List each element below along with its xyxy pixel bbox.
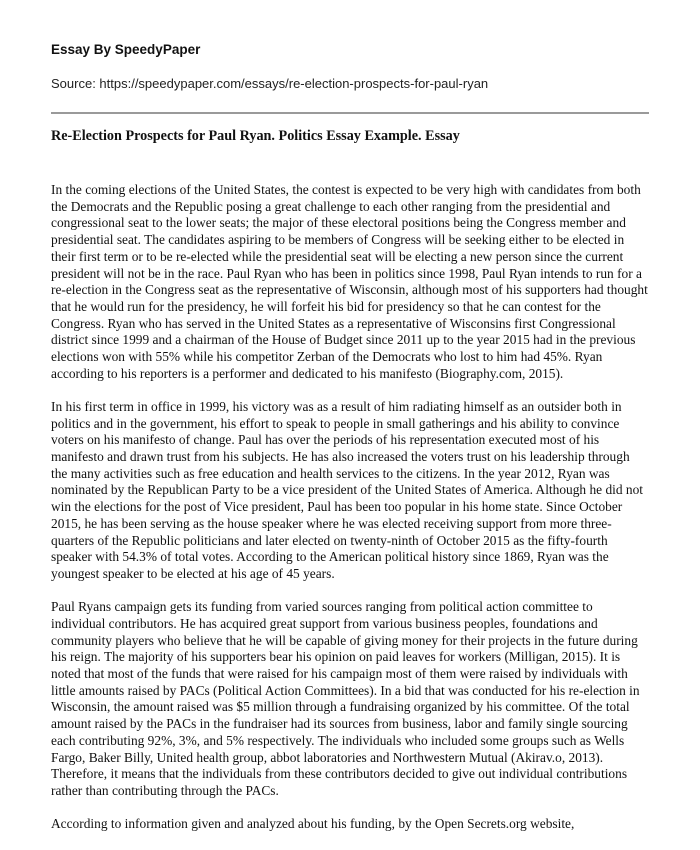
essay-title: Re-Election Prospects for Paul Ryan. Politics Essay Example. Essay bbox=[51, 128, 460, 144]
source-line: Source: https://speedypaper.com/essays/re-election-prospects-for-paul-ryan bbox=[51, 76, 489, 91]
header-divider bbox=[51, 112, 649, 114]
essay-paragraph-3: Paul Ryans campaign gets its funding from varied sources ranging from political action committee to individual contributors. He has acquired great support from various business peoples, foundations and community players who believe that he will be capable of giving money for their projects in the future during his reign. The majority of his supporters bear his opinion on paid leaves for workers (Milligan, 2015). It is noted that most of the funds that were raised for his campaign most of them were raised by individuals with little amounts raised by PACs (Political Action Committees). In a bid that was conducted for his re-election in Wisconsin, the amount raised was $5 million through a fundraising organized by his committee. Of the total amount raised by the PACs in the fundraiser had its sources from business, labor and family single sourcing each contributing 92%, 3%, and 5% respectively. The individuals who included some groups such as Wells Fargo, Baker Billy, United health group, abbot laboratories and Northwestern Mutual (Akirav.o, 2013). Therefore, it means that the individuals from these contributors decided to give out individual contributions rather than contributing through the PACs. bbox=[51, 599, 640, 798]
essay-paragraph-4: According to information given and analyzed about his funding, by the Open Secrets.org website, bbox=[51, 816, 575, 832]
brand-heading: Essay By SpeedyPaper bbox=[51, 42, 201, 57]
essay-paragraph-2: In his first term in office in 1999, his victory was as a result of him radiating himself as an outsider both in politics and in the government, his effort to speak to people in small gatherings and his ability to convince voters on his manifesto of change. Paul has over the periods of his representation executed most of his manifesto and drawn trust from his subjects. He has also increased the voters trust on his leadership through the many activities such as free education and health services to the citizens. In the year 2012, Ryan was nominated by the Republican Party to be a vice president of the United States of America. Although he did not win the elections for the post of Vice president, Paul has been too popular in his home state. Since October 2015, he has been serving as the house speaker where he was elected receiving support from more three-quarters of the Republic politicians and later elected on twenty-ninth of October 2015 as the fifty-fourth speaker with 54.3% of total votes. According to the American political history since 1869, Ryan was the youngest speaker to be elected at his age of 45 years. bbox=[51, 398, 644, 581]
essay-paragraph-1: In the coming elections of the United States, the contest is expected to be very high with candidates from both the Democrats and the Republic posing a great challenge to each other ranging from the presidential and congressional seat to the lower seats; the major of these electoral positions being the Congress member and presidential seat. The candidates aspiring to be members of Congress will be seeking either to be elected in their first term or to be re-elected while the presidential seat will be electing a new person since the current president will not be in the race. Paul Ryan who has been in politics since 1998, Paul Ryan intends to run for a re-election in the Congress seat as the representative of Wisconsin, although most of his supporters had thought that he would run for the presidency, he will forfeit his bid for presidency so that he can contest for the Congress. Ryan who has served in the United States as a representative of Wisconsins first Congressional district since 1999 and a chairman of the House of Budget since 2011 up to the year 2015 had in the previous elections won with 55% while his competitor Zerban of the Democrats who lost to him had 45%. Ryan according to his reporters is a performer and dedicated to his manifesto (Biography.com, 2015). bbox=[51, 182, 648, 381]
